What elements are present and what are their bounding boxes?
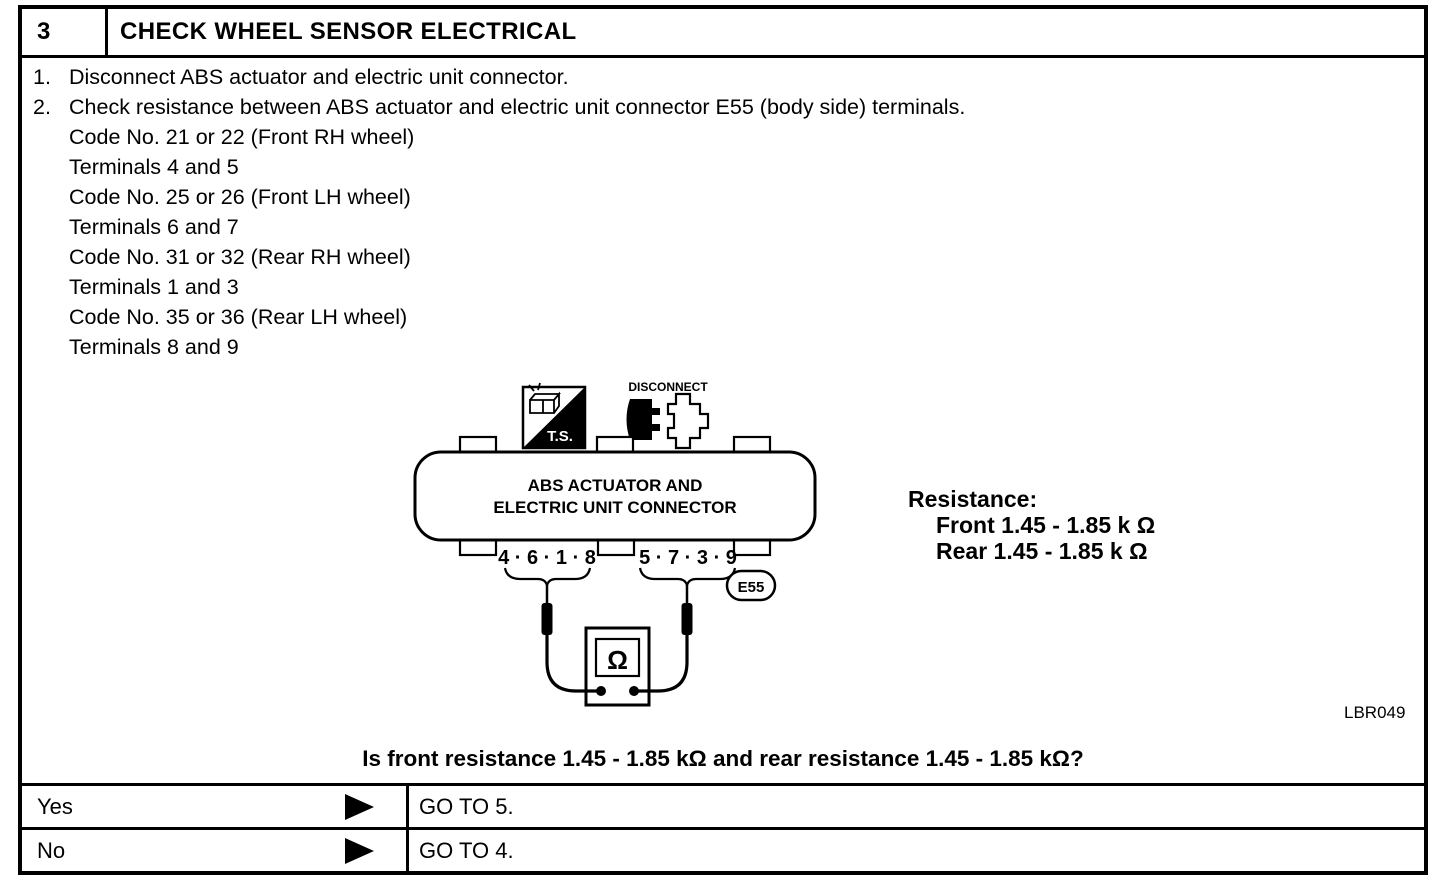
connector-tab	[460, 437, 496, 452]
decision-action: GO TO 4.	[419, 837, 514, 863]
connector-code-badge	[727, 571, 775, 600]
connector-body	[415, 437, 815, 555]
go-arrow-icon	[345, 838, 374, 864]
go-arrow-icon	[345, 794, 374, 820]
resistance-spec-title: Resistance:	[908, 486, 1038, 512]
terminal-group-right: 5 · 7 · 3 · 9	[639, 547, 737, 569]
decision-row-no	[22, 827, 1424, 871]
brace-left	[505, 568, 590, 585]
step-number: 3	[37, 18, 51, 45]
instruction-number: 2.	[33, 95, 51, 119]
instruction-item	[33, 62, 965, 92]
resistance-spec-rear: Rear 1.45 - 1.85 k Ω	[936, 538, 1148, 564]
code-line: Code No. 25 or 26 (Front LH wheel)	[69, 185, 411, 209]
meter-terminal	[596, 686, 606, 696]
instruction-number: 1.	[33, 65, 51, 89]
ohmmeter	[586, 628, 649, 705]
decision-label-cell	[22, 786, 409, 827]
disconnect-label: DISCONNECT	[628, 380, 708, 394]
code-line: Code No. 21 or 22 (Front RH wheel)	[69, 125, 415, 149]
code-line: Code No. 35 or 36 (Rear LH wheel)	[69, 305, 408, 329]
connector-tab	[734, 540, 770, 555]
decision-label-cell	[22, 830, 409, 871]
terminals-line: Terminals 8 and 9	[69, 335, 239, 359]
step-title-cell	[108, 9, 1424, 55]
decision-question: Is front resistance 1.45 - 1.85 kΩ and rear resistance 1.45 - 1.85 kΩ?	[362, 746, 1084, 771]
ts-tool-icon	[523, 383, 585, 448]
terminal-group-left: 4 · 6 · 1 · 8	[498, 547, 596, 569]
connector-tab	[598, 540, 634, 555]
instruction-item	[33, 92, 965, 122]
connector-test-diagram	[410, 378, 890, 718]
ohm-symbol: Ω	[607, 645, 628, 675]
brace-right	[640, 568, 735, 585]
decision-label: No	[37, 837, 66, 863]
terminals-line: Terminals 6 and 7	[69, 215, 239, 239]
terminals-line: Terminals 1 and 3	[69, 275, 239, 299]
connector-name-line2: ELECTRIC UNIT CONNECTOR	[493, 498, 737, 517]
procedure-body	[22, 58, 1424, 783]
code-line: Code No. 31 or 32 (Rear RH wheel)	[69, 245, 411, 269]
connector-tab	[734, 437, 770, 452]
step-header-row	[22, 9, 1424, 58]
connector-tab	[597, 437, 633, 452]
instruction-list	[33, 62, 965, 362]
connector-name-line1: ABS ACTUATOR AND	[527, 476, 703, 495]
decision-action-cell	[409, 786, 1424, 827]
resistance-spec-front: Front 1.45 - 1.85 k Ω	[936, 512, 1156, 538]
disconnect-icon	[627, 380, 709, 448]
ts-badge-label: T.S.	[547, 428, 573, 445]
instruction-text: Check resistance between ABS actuator and electric unit connector E55 (body side) terminals.	[69, 95, 966, 119]
connector-code: E55	[737, 579, 765, 596]
decision-action: GO TO 5.	[419, 793, 514, 819]
connector-tab	[460, 540, 496, 555]
step-number-cell	[22, 9, 108, 55]
resistance-spec	[908, 486, 1155, 564]
figure-code: LBR049	[1344, 703, 1406, 722]
decision-action-cell	[409, 830, 1424, 871]
decision-label: Yes	[37, 793, 73, 819]
instruction-text: Disconnect ABS actuator and electric unit connector.	[69, 65, 569, 89]
procedure-sheet	[18, 5, 1428, 875]
step-title: CHECK WHEEL SENSOR ELECTRICAL	[120, 18, 577, 45]
decision-row-yes	[22, 783, 1424, 827]
terminals-line: Terminals 4 and 5	[69, 155, 239, 179]
meter-terminal	[629, 686, 639, 696]
